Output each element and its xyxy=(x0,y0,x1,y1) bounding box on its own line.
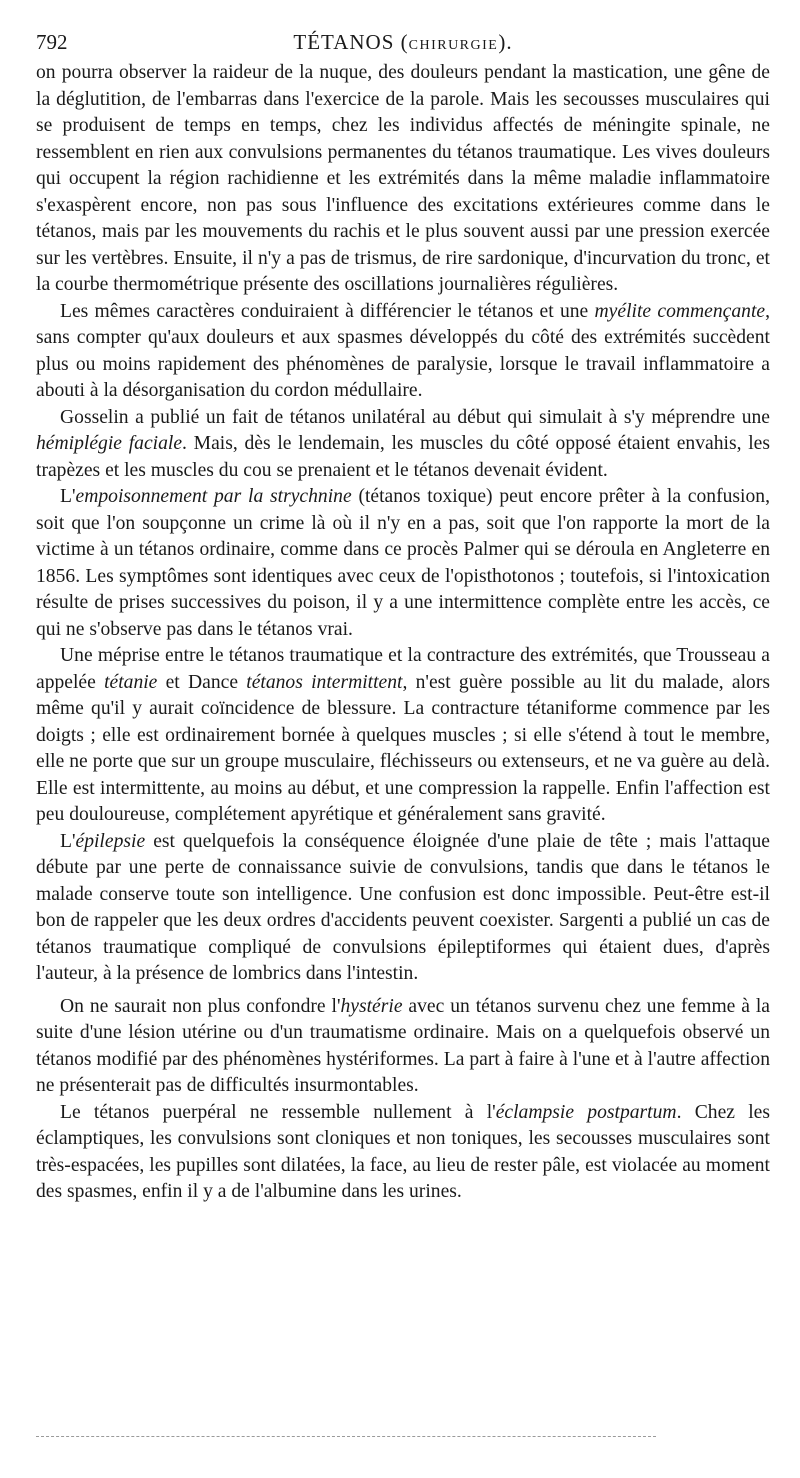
italic-term: tétanie xyxy=(104,671,158,693)
text-run: Le tétanos puerpéral ne ressemble nullement à l' xyxy=(60,1101,496,1123)
paragraph-meningite xyxy=(36,60,770,299)
italic-term: empoisonnement par la strychnine xyxy=(75,486,352,507)
text-run: . Mais, dès le lendemain, les muscles du côté opposé étaient envahis, les trapèzes et les muscles du cou se prenaient et le tétanos devenait évident. xyxy=(36,433,770,481)
running-title-end: ). xyxy=(498,30,513,54)
text-run: est quelquefois la conséquence éloignée d'une plaie de tête ; mais l'attaque débute par une perte de connaissance suivie de convulsions, tandis que dans le tétanos le malade conserve toute son intelligence. Une confusion est donc impossible. Peut-être est-il bon de rappeler que les deux ordres d'accidents peuvent coexister. Sargenti a publié un cas de tétanos traumatique compliqué de convulsions épileptiformes qui étaient dues, d'après l'auteur, à la présence de lombrics dans l'intestin. xyxy=(36,830,770,984)
text-run: Les mêmes caractères conduiraient à différencier le tétanos et une xyxy=(60,300,595,322)
running-title xyxy=(36,30,770,55)
paragraph-hysterie xyxy=(36,994,770,1100)
page-number: 792 xyxy=(36,30,68,54)
text-run: . Chez les éclamptiques, les convulsions sont cloniques et non toniques, les secousses musculaires sont très-espacées, les pupilles sont dilatées, la face, au lieu de rester pâle, est violacée au moment des spasmes, enfin il y a de l'albumine dans les urines. xyxy=(36,1101,770,1202)
text-run: Gosselin a publié un fait de tétanos unilatéral au début qui simulait à s'y méprendre une xyxy=(60,406,770,428)
text-run: , sans compter qu'aux douleurs et aux spasmes développés du côté des extrémités succèdent plus ou moins rapidement des phénomènes de paralysie, lorsque le travail inflammatoire a abouti à la désorganisation du cordon médullaire. xyxy=(36,300,770,401)
text-run: et Dance xyxy=(157,671,247,693)
page-bottom-rule xyxy=(36,1436,656,1437)
text-run: on pourra observer la raideur de la nuque, des douleurs pendant la mastication, une gêne de la déglutition, de l'embarras dans l'exercice de la parole. Mais les secousses musculaires qui se produisent de temps en temps, chez les individus affectés de méningite spinale, ne ressemblent en rien aux convulsions permanentes du tétanos traumatique. Les vives douleurs qui occupent la région rachidienne et les extrémités dans la même maladie inflammatoire s'exaspèrent encore, non pas sous l'influence des excitations extérieures comme dans le tétanos, mais par les mouvements du rachis et le plus souvent aussi par une pression exercée sur les vertèbres. Ensuite, il n'y a pas de trismus, de rire sardonique, d'incurvation du tronc, et la courbe thermométrique présente des oscillations journalières régulières. xyxy=(36,62,770,295)
book-page xyxy=(36,26,770,1206)
text-run: L' xyxy=(60,486,76,507)
paragraph-gosselin xyxy=(36,405,770,485)
running-title-smallcaps: CHIRURGIE xyxy=(408,38,499,53)
italic-term: myélite commençante xyxy=(594,300,766,322)
paragraph-eclampsie xyxy=(36,1100,770,1206)
text-run: , n'est guère possible au lit du malade, alors même qu'il y aurait coïncidence de blessure. La contracture tétaniforme commence par les doigts ; elle est ordinairement bornée à quelques muscles ; si elle s'étend à tout le membre, elle ne porte que sur un groupe musculaire, fléchisseurs ou extenseurs, et ne va guère au delà. Elle est intermittente, au moins au début, et une compression la rappelle. Enfin l'affection est peu douloureuse, complétement apyrétique et généralement sans gravité. xyxy=(36,671,770,825)
italic-term: hémiplégie faciale xyxy=(36,433,183,454)
running-head xyxy=(36,26,770,60)
paragraph-myelite xyxy=(36,299,770,405)
text-run: Une méprise entre le tétanos traumatique et la contracture des extrémités, que Trousseau a appelée xyxy=(36,645,770,693)
italic-term: hystérie xyxy=(340,995,403,1017)
paragraph-epilepsie xyxy=(36,829,770,988)
italic-term: épilepsie xyxy=(75,830,146,852)
italic-term: éclampsie postpartum xyxy=(495,1101,677,1123)
body-text xyxy=(36,60,770,1206)
text-run: (tétanos toxique) peut encore prêter à la confusion, soit que l'on soupçonne un crime là où il n'y en a pas, soit que l'on rapporte la mort de la victime à un tétanos ordinaire, comme dans ce procès Palmer qui se déroula en Angleterre en 1856. Les symptômes sont identiques avec ceux de l'opisthotonos ; toutefois, si l'intoxication résulte de prises successives du poison, il y a une intermittence complète entre les accès, ce qui ne s'observe pas dans le tétanos vrai. xyxy=(36,486,770,640)
paragraph-tetanie xyxy=(36,643,770,829)
italic-term: tétanos intermittent xyxy=(246,671,403,693)
text-run: avec un tétanos survenu chez une femme à la suite d'une lésion utérine ou d'un traumatisme ordinaire. Mais on a quelquefois observé un tétanos modifié par des phénomènes hystériformes. La part à faire à l'une et à l'autre affection ne présenterait pas de difficultés insurmontables. xyxy=(36,995,771,1096)
paragraph-strychnine xyxy=(36,484,770,643)
text-run: L' xyxy=(60,830,76,852)
running-title-main: TÉTANOS ( xyxy=(293,30,409,54)
text-run: On ne saurait non plus confondre l' xyxy=(60,995,341,1017)
